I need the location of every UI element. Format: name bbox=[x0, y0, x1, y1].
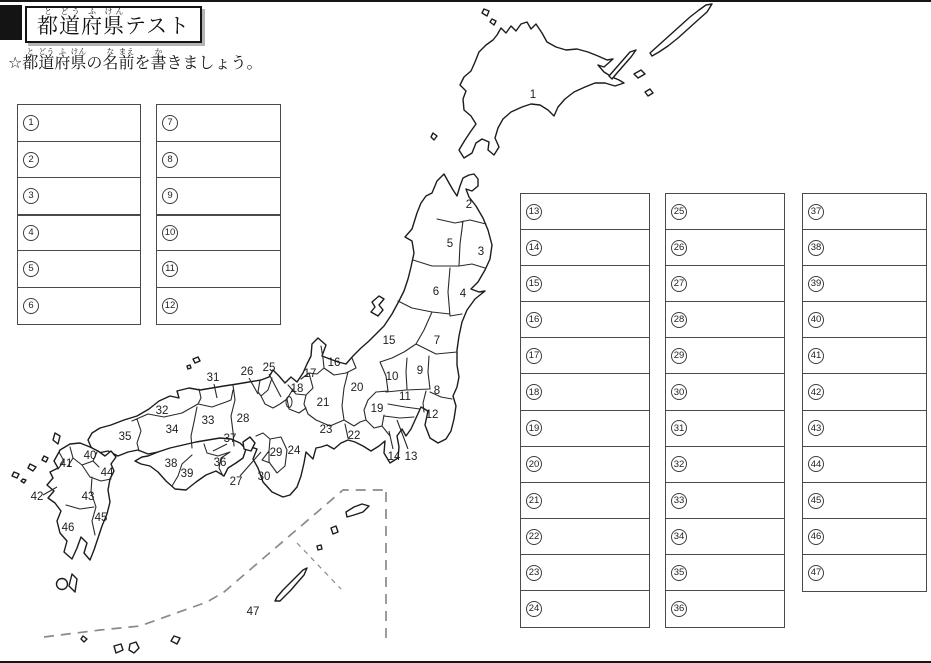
circled-number-35: 35 bbox=[671, 565, 687, 581]
hokkaido-outline bbox=[459, 22, 624, 158]
map-number-42: 42 bbox=[30, 491, 44, 503]
map-number-22: 22 bbox=[347, 430, 361, 442]
map-number-20: 20 bbox=[350, 382, 364, 394]
map-number-41: 41 bbox=[59, 458, 73, 470]
circled-number-12: 12 bbox=[162, 298, 178, 314]
circled-number-33: 33 bbox=[671, 493, 687, 509]
map-number-40: 40 bbox=[83, 450, 97, 462]
circled-number-9: 9 bbox=[162, 188, 178, 204]
map-number-15: 15 bbox=[382, 335, 396, 347]
circled-number-7: 7 bbox=[162, 115, 178, 131]
island-outlines bbox=[12, 4, 712, 653]
circled-number-23: 23 bbox=[526, 565, 542, 581]
map-number-16: 16 bbox=[327, 357, 341, 369]
map-number-33: 33 bbox=[201, 415, 215, 427]
map-number-2: 2 bbox=[465, 199, 473, 211]
circled-number-21: 21 bbox=[526, 493, 542, 509]
map-number-11: 11 bbox=[399, 391, 411, 403]
circled-number-42: 42 bbox=[808, 384, 824, 400]
circled-number-13: 13 bbox=[526, 204, 542, 220]
page-title: 都と 道どう 府ふ 県けん テスト bbox=[25, 6, 202, 43]
okinawa-outline bbox=[275, 568, 307, 601]
circled-number-15: 15 bbox=[526, 276, 542, 292]
map-number-43: 43 bbox=[81, 491, 95, 503]
circled-number-18: 18 bbox=[526, 384, 542, 400]
circled-number-5: 5 bbox=[23, 261, 39, 277]
kuril-islands bbox=[609, 4, 712, 96]
map-number-34: 34 bbox=[165, 424, 179, 436]
map-number-5: 5 bbox=[446, 238, 454, 250]
circled-number-30: 30 bbox=[671, 384, 687, 400]
map-number-29: 29 bbox=[269, 447, 283, 459]
circled-number-6: 6 bbox=[23, 298, 39, 314]
map-number-4: 4 bbox=[459, 288, 467, 300]
circled-number-47: 47 bbox=[808, 565, 824, 581]
map-number-23: 23 bbox=[319, 424, 333, 436]
map-number-30: 30 bbox=[257, 471, 271, 483]
circled-number-31: 31 bbox=[671, 420, 687, 436]
instruction-text: ☆都と道どう府ふ県けんの名な前まえを書かきましょう。 bbox=[8, 47, 263, 72]
circled-number-39: 39 bbox=[808, 276, 824, 292]
circled-number-46: 46 bbox=[808, 529, 824, 545]
map-number-14: 14 bbox=[387, 451, 401, 463]
map-number-31: 31 bbox=[206, 372, 220, 384]
circled-number-26: 26 bbox=[671, 240, 687, 256]
map-number-45: 45 bbox=[94, 512, 108, 524]
circled-number-27: 27 bbox=[671, 276, 687, 292]
map-number-32: 32 bbox=[155, 405, 169, 417]
circled-number-29: 29 bbox=[671, 348, 687, 364]
circled-number-37: 37 bbox=[808, 204, 824, 220]
circled-number-24: 24 bbox=[526, 601, 542, 617]
map-number-13: 13 bbox=[404, 451, 418, 463]
circled-number-38: 38 bbox=[808, 240, 824, 256]
map-number-36: 36 bbox=[213, 457, 227, 469]
map-number-12: 12 bbox=[425, 409, 439, 421]
circled-number-11: 11 bbox=[162, 261, 178, 277]
circled-number-41: 41 bbox=[808, 348, 824, 364]
map-number-46: 46 bbox=[61, 522, 75, 534]
circled-number-8: 8 bbox=[162, 152, 178, 168]
circled-number-22: 22 bbox=[526, 529, 542, 545]
circled-number-2: 2 bbox=[23, 152, 39, 168]
circled-number-14: 14 bbox=[526, 240, 542, 256]
circled-number-3: 3 bbox=[23, 188, 39, 204]
circled-number-45: 45 bbox=[808, 493, 824, 509]
circled-number-20: 20 bbox=[526, 456, 542, 472]
ryukyu-islands bbox=[81, 504, 369, 653]
circled-number-36: 36 bbox=[671, 601, 687, 617]
circled-number-34: 34 bbox=[671, 529, 687, 545]
circled-number-10: 10 bbox=[162, 225, 178, 241]
map-number-26: 26 bbox=[240, 366, 254, 378]
map-number-24: 24 bbox=[287, 445, 301, 457]
map-number-28: 28 bbox=[236, 413, 250, 425]
map-number-44: 44 bbox=[100, 467, 114, 479]
map-number-3: 3 bbox=[477, 246, 485, 258]
circled-number-4: 4 bbox=[23, 225, 39, 241]
circled-number-43: 43 bbox=[808, 420, 824, 436]
map-number-19: 19 bbox=[370, 403, 384, 415]
circled-number-32: 32 bbox=[671, 456, 687, 472]
map-number-7: 7 bbox=[433, 335, 441, 347]
map-number-10: 10 bbox=[385, 371, 399, 383]
map-number-27: 27 bbox=[229, 476, 243, 488]
map-number-9: 9 bbox=[416, 365, 424, 377]
circled-number-19: 19 bbox=[526, 420, 542, 436]
map-number-39: 39 bbox=[180, 468, 194, 480]
circled-number-25: 25 bbox=[671, 204, 687, 220]
circled-number-28: 28 bbox=[671, 312, 687, 328]
circled-number-44: 44 bbox=[808, 456, 824, 472]
map-number-18: 18 bbox=[290, 383, 304, 395]
map-number-17: 17 bbox=[303, 368, 317, 380]
circled-number-1: 1 bbox=[23, 115, 39, 131]
circled-number-17: 17 bbox=[526, 348, 542, 364]
map-number-47: 47 bbox=[246, 606, 260, 618]
circled-number-16: 16 bbox=[526, 312, 542, 328]
map-number-8: 8 bbox=[433, 385, 441, 397]
map-number-6: 6 bbox=[432, 286, 440, 298]
map-number-38: 38 bbox=[164, 458, 178, 470]
map-number-21: 21 bbox=[316, 397, 330, 409]
map-number-labels bbox=[31, 89, 537, 618]
map-number-1: 1 bbox=[529, 89, 537, 101]
circled-number-40: 40 bbox=[808, 312, 824, 328]
map-number-35: 35 bbox=[118, 431, 132, 443]
map-number-25: 25 bbox=[262, 362, 276, 374]
map-number-37: 37 bbox=[223, 433, 237, 445]
